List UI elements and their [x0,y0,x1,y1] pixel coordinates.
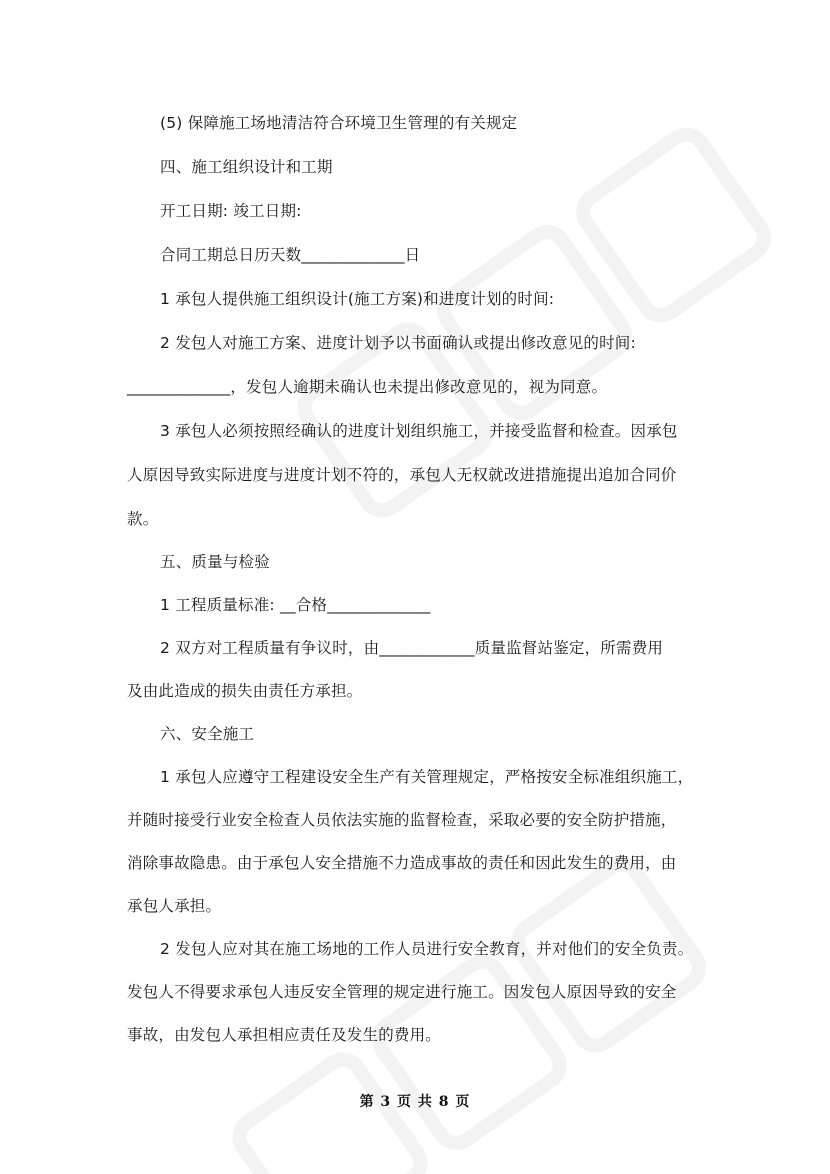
clause-4-3-line-1: 3 承包人必须按照经确认的进度计划组织施工，并接受监督和检查。因承包 [160,422,678,440]
clause-5-1: 1 工程质量标准: __合格_____________ [160,596,431,614]
clause-6-1-line-1: 1 承包人应遵守工程建设安全生产有关管理规定，严格按安全标准组织施工， [160,768,694,786]
clause-6-1-line-4: 承包人承担。 [127,897,222,915]
page-number-footer: 第 3 页 共 8 页 [359,1094,471,1110]
clause-5-2-line-1: 2 双方对工程质量有争议时，由____________质量监督站鉴定，所需费用 [160,639,664,657]
clause-6-1-line-3: 消除事故隐患。由于承包人安全措施不力造成事故的责任和因此发生的费用，由 [127,854,677,872]
clause-6-2-line-3: 事故，由发包人承担相应责任及发生的费用。 [127,1026,442,1044]
section-4-heading: 四、施工组织设计和工期 [160,158,333,176]
clause-5-2-line-2: 及由此造成的损失由责任方承担。 [127,682,363,700]
clause-4-3-line-2: 人原因导致实际进度与进度计划不符的，承包人无权就改进措施提出追加合同价 [127,466,677,484]
clause-6-2-line-2: 发包人不得要求承包人违反安全管理的规定进行施工。因发包人原因导致的安全 [127,983,677,1001]
clause-5-cleanliness: (5) 保障施工场地清洁符合环境卫生管理的有关规定 [160,114,518,132]
clause-4-2-line-1: 2 发包人对施工方案、进度计划予以书面确认或提出修改意见的时间: [160,334,636,352]
clause-4-3-line-3: 款。 [127,510,159,528]
section-5-heading: 五、质量与检验 [160,553,270,571]
clause-6-2-line-1: 2 发包人应对其在施工场地的工作人员进行安全教育，并对他们的安全负责。 [160,940,694,958]
clause-4-1: 1 承包人提供施工组织设计(施工方案)和进度计划的时间: [160,290,555,308]
clause-4-2-line-2: _____________，发包人逾期未确认也未提出修改意见的，视为同意。 [127,378,608,396]
start-completion-dates: 开工日期: 竣工日期: [160,202,302,220]
contract-duration: 合同工期总日历天数_____________日 [160,246,421,264]
clause-6-1-line-2: 并随时接受行业安全检查人员依法实施的监督检查，采取必要的安全防护措施， [127,811,677,829]
section-6-heading: 六、安全施工 [160,725,255,743]
